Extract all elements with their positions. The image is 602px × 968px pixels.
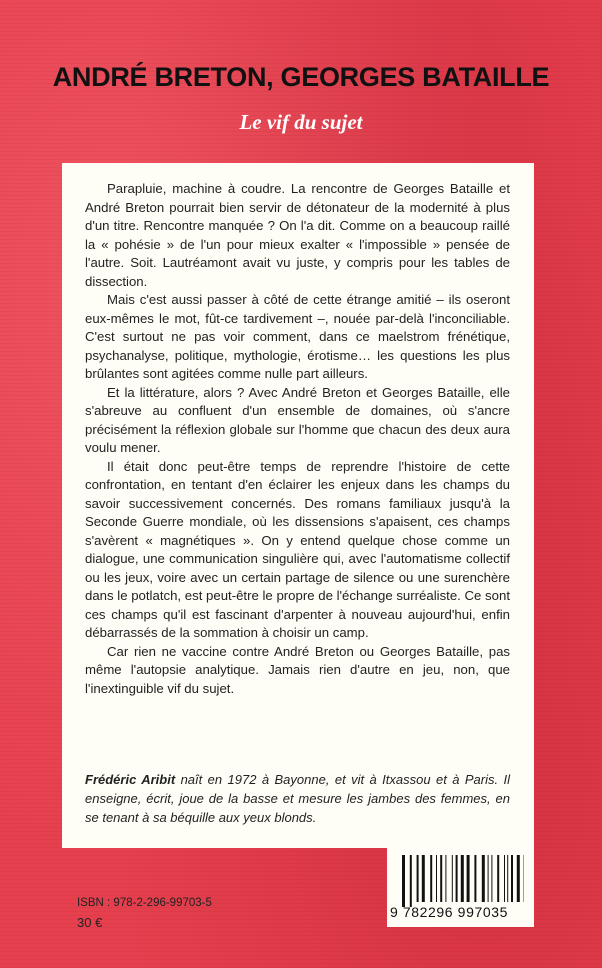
barcode-bar	[422, 855, 425, 902]
blurb-paragraph: Car rien ne vaccine contre André Breton ou Georges Bataille, pas même l'autopsie analytique. Jamais rien d'autre en jeu, non, que l'inextinguible vif du sujet.	[85, 643, 510, 696]
barcode-bar	[440, 855, 442, 902]
barcode-bar	[474, 855, 476, 902]
barcode-bar	[430, 855, 432, 902]
barcode-bar	[482, 855, 485, 902]
barcode-bar	[467, 855, 470, 902]
barcode-bar	[507, 855, 508, 902]
barcode-bar	[452, 855, 453, 902]
blurb-text	[85, 180, 510, 698]
blurb-paragraph: Mais c'est aussi passer à côté de cette étrange amitié – ils oseront eux-mêmes le mot, fût-ce tardivement –, nouée par-delà l'inconciliable. C'est surtout ne pas voir comment, dans ce maelstrom frénétique, psychanalyse, politique, mythologie, érotisme… les questions les plus brûlantes sont agitées comme nulle part ailleurs.	[85, 292, 510, 381]
blurb-paragraph: Parapluie, machine à coudre. La rencontre de Georges Bataille et André Breton pourrait bien servir de détonateur de la modernité à plus d'un titre. Rencontre manquée ? On l'a dit. Comme on a beaucoup raillé la « pohésie » de l'un pour mieux exalter « l'impossible » pensée de l'autre. Soit. Lautréamont avait vu juste, y compris pour les tables de dissection.	[85, 181, 510, 289]
barcode-bar	[445, 855, 446, 902]
barcode-bar	[402, 855, 405, 907]
barcode-bar	[517, 855, 520, 902]
barcode-bars	[402, 855, 524, 907]
price: 30 €	[77, 915, 103, 930]
barcode-bar	[417, 855, 419, 902]
barcode-bar	[410, 855, 412, 907]
blurb-paragraph: Et la littérature, alors ? Avec André Breton et Georges Bataille, elle s'abreuve au confluent d'un ensemble de domaines, où s'ancre précisément la réflexion globale sur l'homme que chacun des deux aura voulu mener.	[85, 384, 510, 455]
barcode	[387, 847, 534, 927]
barcode-bar	[488, 855, 489, 902]
barcode-bar	[461, 855, 464, 902]
blurb-paragraph: Il était donc peut-être temps de reprendre l'histoire de cette confrontation, en tentant d'en éclairer les enjeux dans les champs du savoir successivement concernés. Des romans familiaux jusqu'à la Seconde Guerre mondiale, où les dissensions s'apaisent, ces champs s'avèrent « magnétiques ». On y entend quelque chose comme un dialogue, une communication singulière qui, avec l'automatisme collectif ou les jeux, voire avec un certain partage de silence ou une surenchère dans le potlatch, est peut-être le propre de l'échange surréaliste. Ce sont ces champs qu'il est fascinant d'arpenter à nouveau aujourd'hui, enfin débarrassés de la sommation à choisir un camp.	[85, 458, 510, 640]
bio-text: naît en 1972 à Bayonne, et vit à Itxassou et à Paris. Il enseigne, écrit, joue de la basse et mesure les jambes des femmes, en se tenant à sa béquille aux yeux blonds.	[85, 772, 510, 825]
book-subtitle: Le vif du sujet	[239, 110, 363, 134]
barcode-bar	[504, 855, 505, 902]
barcode-bar	[497, 855, 499, 902]
author-bio	[85, 770, 510, 827]
author-name: Frédéric Aribit	[85, 772, 176, 787]
barcode-bar	[436, 855, 437, 902]
barcode-bar	[511, 855, 513, 902]
barcode-bar	[491, 855, 492, 902]
isbn: ISBN : 978-2-296-99703-5	[77, 897, 212, 909]
book-title: ANDRÉ BRETON, GEORGES BATAILLE	[52, 62, 550, 92]
barcode-bar	[456, 855, 458, 902]
barcode-number: 9 782296 997035	[390, 904, 508, 920]
